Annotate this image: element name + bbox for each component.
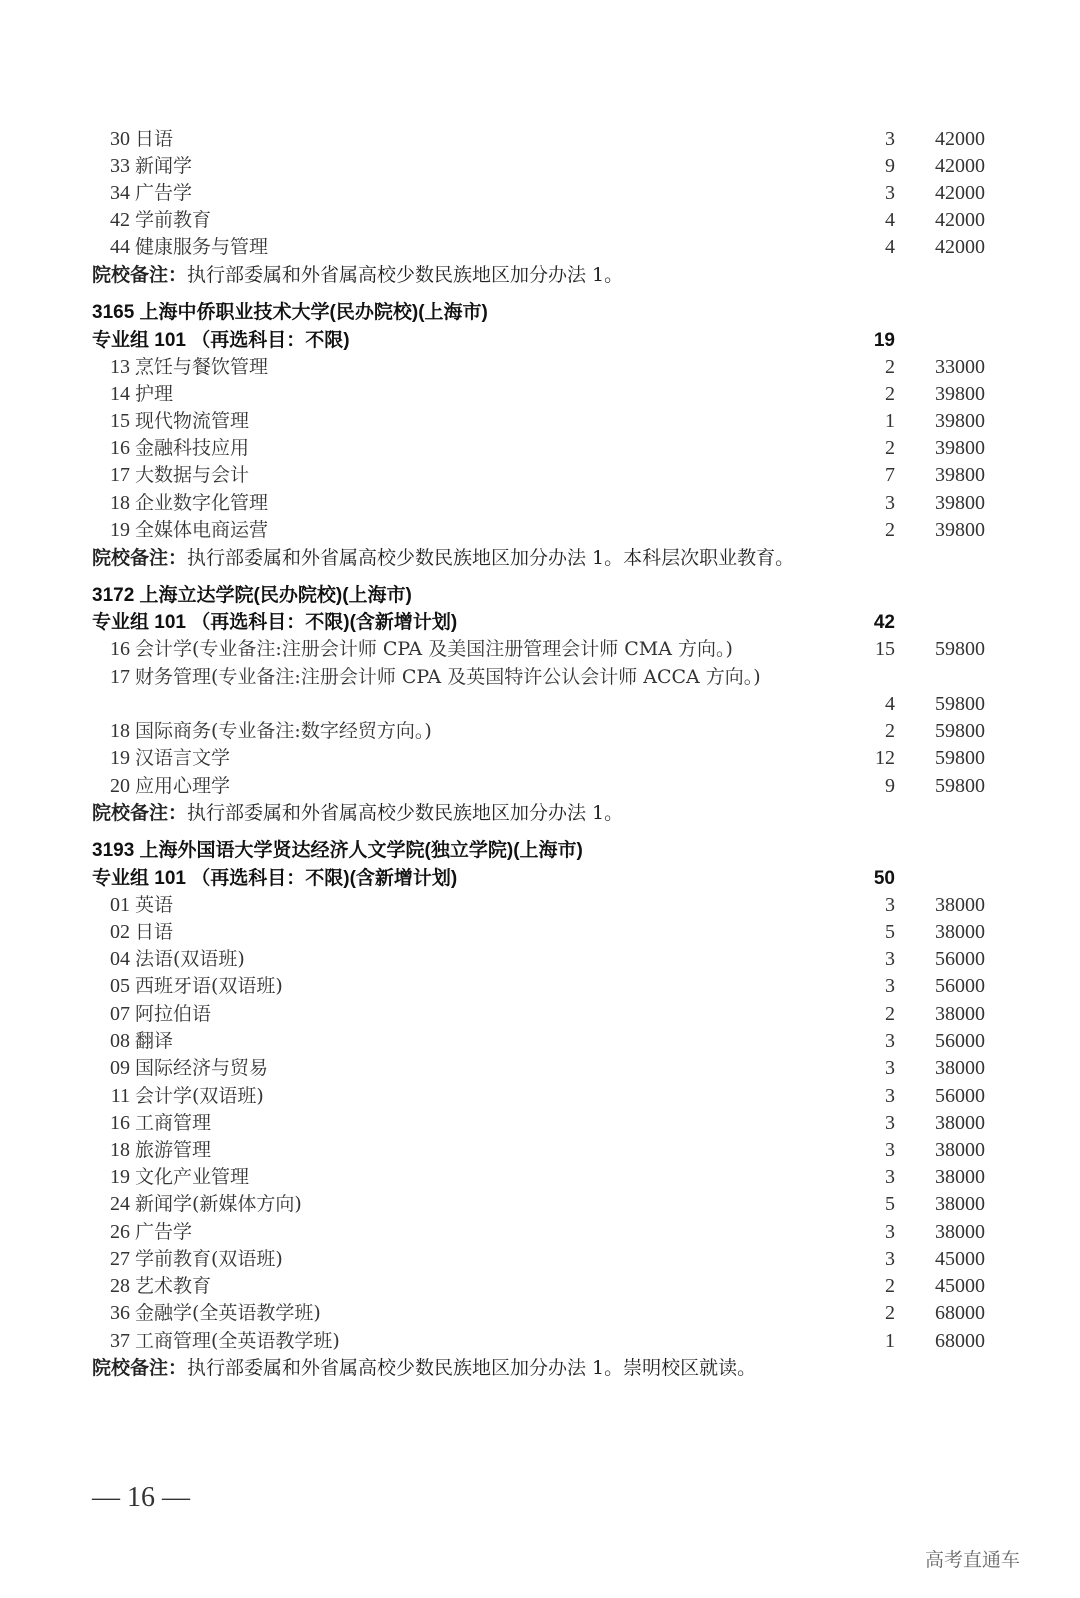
major-name: 烹饪与餐饮管理 xyxy=(135,356,269,378)
school-remark xyxy=(0,1355,1080,1382)
major-group-header xyxy=(0,865,1080,892)
major-code: 01 xyxy=(110,894,130,916)
watermark: 高考直通车 xyxy=(925,1549,1021,1571)
major-name: 日语 xyxy=(135,921,174,943)
major-row xyxy=(0,153,1080,180)
major-count: 3 xyxy=(885,182,895,204)
major-count: 2 xyxy=(885,437,895,459)
major-fee: 38000 xyxy=(935,1166,985,1188)
major-fee: 68000 xyxy=(935,1330,985,1352)
major-name: 艺术教育 xyxy=(135,1275,212,1297)
major-count: 2 xyxy=(885,356,895,378)
major-name: 现代物流管理 xyxy=(135,410,250,432)
remark-text: 执行部委属和外省属高校少数民族地区加分办法 1。崇明校区就读。 xyxy=(187,1357,757,1379)
major-code: 37 xyxy=(110,1330,130,1352)
major-code: 08 xyxy=(110,1030,130,1052)
major-code: 15 xyxy=(110,410,130,432)
major-count: 2 xyxy=(885,1003,895,1025)
major-name: 护理 xyxy=(135,383,174,405)
major-count: 3 xyxy=(885,492,895,514)
major-count: 3 xyxy=(885,1139,895,1161)
major-code: 34 xyxy=(110,182,130,204)
major-row xyxy=(0,180,1080,207)
major-row xyxy=(0,234,1080,261)
major-fee: 33000 xyxy=(935,356,985,378)
major-code: 02 xyxy=(110,921,130,943)
major-row xyxy=(0,126,1080,153)
major-fee: 42000 xyxy=(935,236,985,258)
major-row xyxy=(0,946,1080,973)
major-code: 04 xyxy=(110,948,130,970)
major-code: 27 xyxy=(110,1248,130,1270)
major-name: 新闻学(新媒体方向) xyxy=(135,1193,302,1215)
major-row xyxy=(0,892,1080,919)
major-name: 会计学(专业备注:注册会计师 CPA 及美国注册管理会计师 CMA 方向。) xyxy=(135,638,733,660)
major-fee: 39800 xyxy=(935,437,985,459)
major-name: 工商管理(全英语教学班) xyxy=(135,1330,340,1352)
major-count: 4 xyxy=(885,236,895,258)
major-row xyxy=(0,1028,1080,1055)
major-fee: 45000 xyxy=(935,1248,985,1270)
school-header xyxy=(0,837,1080,864)
major-count: 3 xyxy=(885,894,895,916)
major-name: 健康服务与管理 xyxy=(135,236,269,258)
major-name: 工商管理 xyxy=(135,1112,212,1134)
major-name: 大数据与会计 xyxy=(135,464,250,486)
major-row xyxy=(0,1164,1080,1191)
major-name: 西班牙语(双语班) xyxy=(135,975,283,997)
major-name: 广告学 xyxy=(135,182,193,204)
major-row xyxy=(0,718,1080,745)
major-count: 1 xyxy=(885,1330,895,1352)
group-label: 专业组 101 （再选科目：不限)(含新增计划) xyxy=(92,868,458,889)
major-fee: 38000 xyxy=(935,1193,985,1215)
major-count: 3 xyxy=(885,1085,895,1107)
remark-label: 院校备注： xyxy=(92,265,188,286)
major-count: 2 xyxy=(885,519,895,541)
major-row xyxy=(0,773,1080,800)
major-code: 19 xyxy=(110,1166,130,1188)
major-count: 2 xyxy=(885,383,895,405)
major-row-wrapped-values xyxy=(0,691,1080,718)
major-name: 应用心理学 xyxy=(135,775,231,797)
remark-label: 院校备注： xyxy=(92,1358,188,1379)
major-name: 学前教育(双语班) xyxy=(135,1248,283,1270)
major-code: 18 xyxy=(110,492,130,514)
major-fee: 38000 xyxy=(935,1221,985,1243)
major-name: 学前教育 xyxy=(135,209,212,231)
major-fee: 39800 xyxy=(935,492,985,514)
major-fee: 39800 xyxy=(935,383,985,405)
major-row xyxy=(0,1273,1080,1300)
major-fee: 42000 xyxy=(935,182,985,204)
major-fee: 38000 xyxy=(935,1003,985,1025)
major-row xyxy=(0,1055,1080,1082)
major-fee: 38000 xyxy=(935,921,985,943)
major-code: 05 xyxy=(110,975,130,997)
major-row xyxy=(0,1137,1080,1164)
major-fee: 39800 xyxy=(935,410,985,432)
major-fee: 59800 xyxy=(935,693,985,715)
major-name: 国际商务(专业备注:数字经贸方向。) xyxy=(135,720,432,742)
major-fee: 56000 xyxy=(935,948,985,970)
school-title: 3172 上海立达学院(民办院校)(上海市) xyxy=(92,585,412,606)
major-row xyxy=(0,381,1080,408)
major-count: 12 xyxy=(875,747,895,769)
major-fee: 38000 xyxy=(935,894,985,916)
major-fee: 42000 xyxy=(935,128,985,150)
major-name: 财务管理(专业备注:注册会计师 CPA 及英国特许公认会计师 ACCA 方向。) xyxy=(135,666,761,688)
major-name: 日语 xyxy=(135,128,174,150)
major-name: 汉语言文学 xyxy=(135,747,231,769)
major-fee: 38000 xyxy=(935,1057,985,1079)
major-count: 5 xyxy=(885,921,895,943)
major-name: 国际经济与贸易 xyxy=(135,1057,269,1079)
major-group-header xyxy=(0,609,1080,636)
major-fee: 68000 xyxy=(935,1302,985,1324)
major-code: 18 xyxy=(110,1139,130,1161)
major-fee: 56000 xyxy=(935,975,985,997)
major-row xyxy=(0,207,1080,234)
major-code: 13 xyxy=(110,356,130,378)
major-row xyxy=(0,408,1080,435)
major-code: 16 xyxy=(110,638,130,660)
major-row xyxy=(0,517,1080,544)
major-count: 9 xyxy=(885,155,895,177)
major-row xyxy=(0,745,1080,772)
major-name: 金融科技应用 xyxy=(135,437,250,459)
major-row xyxy=(0,1328,1080,1355)
major-count: 3 xyxy=(885,128,895,150)
remark-label: 院校备注： xyxy=(92,548,188,569)
major-code: 11 xyxy=(110,1085,130,1107)
school-title: 3165 上海中侨职业技术大学(民办院校)(上海市) xyxy=(92,302,488,323)
major-code: 42 xyxy=(110,209,130,231)
major-name: 会计学(双语班) xyxy=(135,1085,264,1107)
major-row xyxy=(0,636,1080,663)
major-count: 4 xyxy=(885,209,895,231)
remark-text: 执行部委属和外省属高校少数民族地区加分办法 1。 xyxy=(187,264,624,286)
major-row xyxy=(0,1083,1080,1110)
remark-text: 执行部委属和外省属高校少数民族地区加分办法 1。 xyxy=(187,802,624,824)
major-code: 07 xyxy=(110,1003,130,1025)
major-count: 2 xyxy=(885,720,895,742)
major-fee: 38000 xyxy=(935,1112,985,1134)
group-total: 42 xyxy=(873,612,895,633)
major-code: 33 xyxy=(110,155,130,177)
major-code: 16 xyxy=(110,1112,130,1134)
major-name: 广告学 xyxy=(135,1221,193,1243)
major-code: 17 xyxy=(110,666,130,688)
major-name: 新闻学 xyxy=(135,155,193,177)
group-total: 50 xyxy=(873,868,895,889)
major-row xyxy=(0,490,1080,517)
major-code: 44 xyxy=(110,236,130,258)
major-row xyxy=(0,1219,1080,1246)
major-count: 15 xyxy=(875,638,895,660)
major-count: 7 xyxy=(885,464,895,486)
major-fee: 59800 xyxy=(935,720,985,742)
major-code: 17 xyxy=(110,464,130,486)
school-title: 3193 上海外国语大学贤达经济人文学院(独立学院)(上海市) xyxy=(92,840,583,861)
major-row xyxy=(0,919,1080,946)
major-code: 28 xyxy=(110,1275,130,1297)
major-code: 09 xyxy=(110,1057,130,1079)
major-row xyxy=(0,1001,1080,1028)
major-name: 旅游管理 xyxy=(135,1139,212,1161)
school-header xyxy=(0,582,1080,609)
major-fee: 59800 xyxy=(935,638,985,660)
major-code: 36 xyxy=(110,1302,130,1324)
major-fee: 39800 xyxy=(935,519,985,541)
major-row xyxy=(0,1246,1080,1273)
major-fee: 39800 xyxy=(935,464,985,486)
major-name: 金融学(全英语教学班) xyxy=(135,1302,321,1324)
remark-text: 执行部委属和外省属高校少数民族地区加分办法 1。本科层次职业教育。 xyxy=(187,547,795,569)
major-count: 3 xyxy=(885,948,895,970)
major-name: 法语(双语班) xyxy=(135,948,245,970)
major-code: 14 xyxy=(110,383,130,405)
school-remark xyxy=(0,800,1080,827)
major-code: 26 xyxy=(110,1221,130,1243)
major-code: 19 xyxy=(110,519,130,541)
major-count: 3 xyxy=(885,1057,895,1079)
major-row xyxy=(0,1191,1080,1218)
major-count: 1 xyxy=(885,410,895,432)
major-count: 2 xyxy=(885,1302,895,1324)
major-row xyxy=(0,973,1080,1000)
school-remark xyxy=(0,545,1080,572)
major-fee: 59800 xyxy=(935,775,985,797)
major-row xyxy=(0,354,1080,381)
major-code: 16 xyxy=(110,437,130,459)
major-group-header xyxy=(0,327,1080,354)
major-name: 全媒体电商运营 xyxy=(135,519,269,541)
major-fee: 56000 xyxy=(935,1030,985,1052)
major-row xyxy=(0,462,1080,489)
major-count: 3 xyxy=(885,1166,895,1188)
remark-label: 院校备注： xyxy=(92,803,188,824)
major-fee: 42000 xyxy=(935,209,985,231)
group-label: 专业组 101 （再选科目：不限)(含新增计划) xyxy=(92,612,458,633)
major-name: 企业数字化管理 xyxy=(135,492,269,514)
page-number: — 16 — xyxy=(92,1482,190,1513)
major-name: 阿拉伯语 xyxy=(135,1003,212,1025)
school-remark xyxy=(0,262,1080,289)
school-header xyxy=(0,299,1080,326)
group-label: 专业组 101 （再选科目：不限) xyxy=(92,330,350,351)
major-row xyxy=(0,1300,1080,1327)
major-name: 文化产业管理 xyxy=(135,1166,250,1188)
major-count: 3 xyxy=(885,1030,895,1052)
major-count: 5 xyxy=(885,1193,895,1215)
major-code: 18 xyxy=(110,720,130,742)
major-count: 2 xyxy=(885,1275,895,1297)
major-fee: 59800 xyxy=(935,747,985,769)
major-code: 19 xyxy=(110,747,130,769)
major-fee: 56000 xyxy=(935,1085,985,1107)
major-code: 20 xyxy=(110,775,130,797)
major-count: 3 xyxy=(885,1221,895,1243)
major-code: 24 xyxy=(110,1193,130,1215)
major-fee: 42000 xyxy=(935,155,985,177)
major-row xyxy=(0,1110,1080,1137)
major-row xyxy=(0,435,1080,462)
major-count: 3 xyxy=(885,1248,895,1270)
major-name: 翻译 xyxy=(135,1030,174,1052)
major-name: 英语 xyxy=(135,894,174,916)
major-fee: 38000 xyxy=(935,1139,985,1161)
major-count: 9 xyxy=(885,775,895,797)
major-code: 30 xyxy=(110,128,130,150)
group-total: 19 xyxy=(873,330,895,351)
major-count: 4 xyxy=(885,693,895,715)
major-fee: 45000 xyxy=(935,1275,985,1297)
major-row-wrapped xyxy=(0,664,1080,691)
major-count: 3 xyxy=(885,1112,895,1134)
major-count: 3 xyxy=(885,975,895,997)
